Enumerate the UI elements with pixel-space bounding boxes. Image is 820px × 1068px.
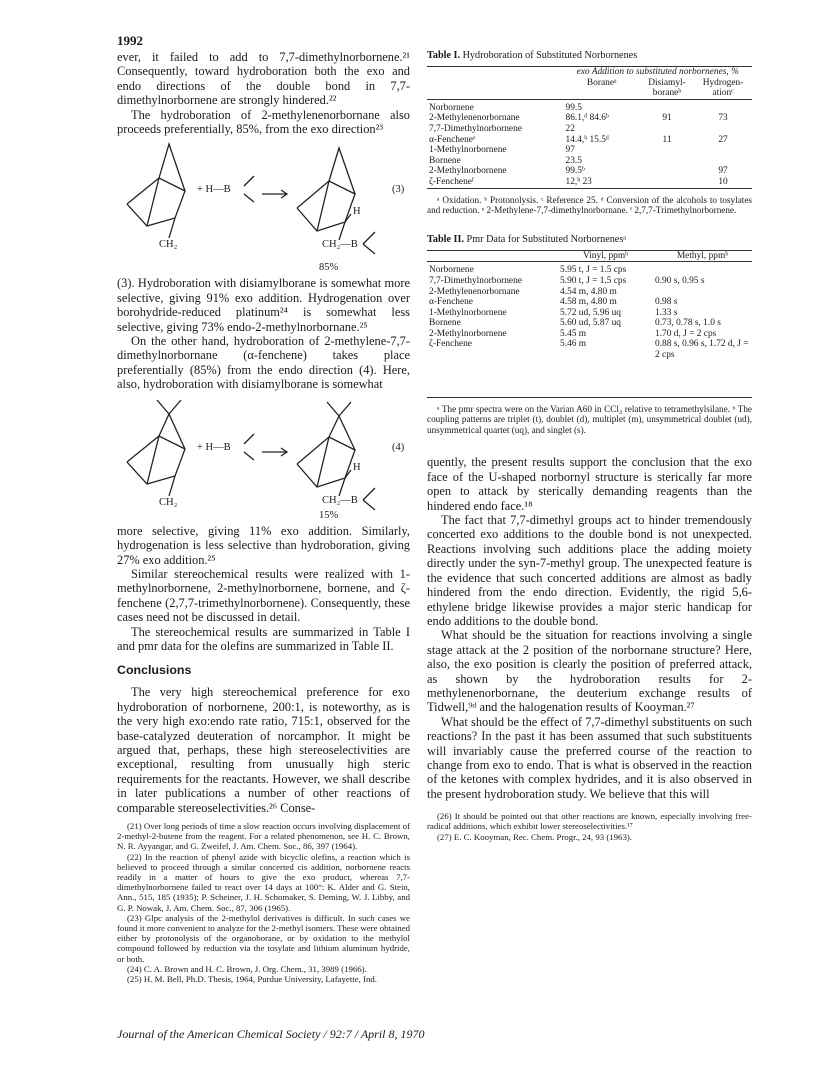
footnote-24: (24) C. A. Brown and H. C. Brown, J. Org. Chem., 31, 3989 (1966). — [127, 963, 367, 974]
table-1-group-header: exo Addition to substituted norbornenes, % — [576, 67, 739, 77]
table-1-cell-name: Bornene — [429, 155, 461, 166]
table-2-cell-name: 1-Methylnorbornene — [429, 307, 507, 318]
table-2-row — [427, 276, 752, 287]
table-2-row — [427, 265, 752, 276]
table-2-row — [427, 318, 752, 329]
table-1-cell-name: 2-Methylnorbornene — [429, 166, 507, 177]
table-1-row — [427, 156, 752, 167]
footnote-23: (23) Glpc analysis of the 2-methylol derivatives is difficult. In such cases we found it more convenient to analyze for the 2-methyl isomers. These were obtained either by protonolysis of the organoborane, or by oxidation to the methylol compound followed by reduction via the tosylate and lithium aluminum hydride, or both. — [117, 912, 410, 964]
left-paragraph-2: The hydroboration of 2-methylenenorbornane also proceeds preferentially, 85%, from the exo direction²³ — [117, 107, 410, 137]
table-2-cell-vinyl: 5.60 ud, 5.87 uq — [560, 318, 621, 329]
table-1-cell-hydrogen — [694, 156, 752, 167]
right-paragraph-4: What should be the effect of 7,7-dimethyl substituents on such reactions? In the past it has been assumed that such substituents will invariably cause the preferred course of the reaction to change from exo to endo. That is what is observed in the reaction of the ketones with complex hydrides, and it is also observed in the present hydroboration study. We believe that this will — [427, 714, 752, 801]
table-1-cell-name: 7,7-Dimethylnorbornene — [429, 123, 522, 134]
table-1-row — [427, 103, 752, 114]
left-footnotes — [117, 821, 410, 984]
table-2-cell-methyl: 0.73, 0.78 s, 1.0 s — [655, 318, 721, 329]
left-paragraph-3: (3). Hydroboration with disiamylborane is somewhat more selective, giving 91% exo addition. Hydrogenation over borohydride-reduced platinum²⁴ is somewhat less selective, giving 73% endo-2-methylnorbornane.²⁵ — [117, 276, 410, 334]
scheme-3-reagent: + H—B — [197, 184, 231, 196]
table-2-col-vinyl: Vinyl, ppmᵇ — [582, 250, 629, 261]
right-paragraph-3: What should be the situation for reactions involving a single stage attack at the 2 position of the norbornane structure? Here, also, the exo position is clearly the position of preferred attack, as shown by the hydroboration results for 2-methylenenorbornane, the deuterium exchange results of Tidwell,⁹ᵈ and the halogenation results of Kooyman.²⁷ — [427, 628, 752, 715]
table-2-cell-methyl: 0.98 s — [655, 297, 678, 308]
scheme-4-reagent: + H—B — [197, 441, 231, 453]
table-1-cell-disiamyl — [640, 145, 694, 156]
table-2-cell-name: 2-Methylenenorbornane — [429, 286, 520, 297]
table-2-cell-name: α-Fenchene — [429, 297, 473, 308]
table-2-cell-vinyl: 4.54 m, 4.80 m — [560, 286, 617, 297]
table-1-cell-name: Norbornene — [429, 102, 474, 113]
table-1-cell-disiamyl — [640, 156, 694, 167]
table-2-cell-vinyl: 4.58 m, 4.80 m — [560, 297, 617, 308]
table-2-row — [427, 329, 752, 340]
table-2-cell-vinyl: 5.95 t, J = 1.5 cps — [560, 265, 627, 276]
left-paragraph-4: On the other hand, hydroboration of 2-methylene-7,7-dimethylnorbornane (α-fenchene) takes place preferentially (85%) from the endo direction (4). Here, also, hydroboration with disiamylborane is somewhat — [117, 334, 410, 392]
footnote-26: (26) It should be pointed out that other reactions are known, especially involving free-radical additions, which exhibit lower stereoselectivities.¹⁷ — [427, 811, 752, 832]
left-paragraph-8: The very high stereochemical preference for exo hydroboration of norbornene, 200:1, is noteworthy, as is the very high exo:endo rate ratio, 715:1, observed for the base-catalyzed deuteration of norcamphor. It might be argued that, perhaps, these high stereoselectivities are exceptional, resulting from unusually high steric requirements for the reactants. However, we shall describe in later publications a number of other reactions of comparable stereoselectivities.²⁶ Conse- — [117, 685, 410, 815]
footnote-27: (27) E. C. Kooyman, Rec. Chem. Progr., 24, 93 (1963). — [437, 831, 632, 842]
table-1-row — [427, 145, 752, 156]
table-1-col-hydrogen: Hydrogen-ationᶜ — [702, 77, 744, 99]
scheme-4-percent: 15% — [319, 509, 339, 521]
table-2-body — [427, 265, 752, 360]
table-2-cell-methyl — [653, 265, 752, 276]
table-2-cell-name: Bornene — [429, 318, 461, 329]
table-1-cell-hydrogen: 73 — [718, 113, 728, 124]
scheme-4-product-label: CH₂—B — [322, 494, 358, 506]
table-1-cell-borane: 22 — [565, 123, 575, 134]
table-1-row — [427, 113, 752, 124]
table-1-cell-hydrogen: 10 — [718, 176, 728, 187]
table-1-col-borane: Boraneᵃ — [586, 77, 617, 88]
footnote-22: (22) In the reaction of phenyl azide with bicyclic olefins, a reaction which is believed to proceed through a similar concerted cis addition, norbornene reacts readily in a matter of hours to give the exo product, whereas 7,7-dimethylnorbornene failed to react over 14 days at 100°: K. Alder and G. Stein, Ann., 515, 185 (1935); P. Scheiner, J. H. Schomaker, S. Deming, W. J. Libby, and G. P. Nowak, J. Am. Chem. Soc., 87, 306 (1965). — [117, 851, 410, 913]
scheme-3-h-label: H — [353, 206, 361, 218]
table-2-cell-name: 7,7-Dimethylnorbornene — [429, 275, 522, 286]
table-1-cell-borane: 86.1,ᵈ 84.6ᵇ — [565, 113, 609, 124]
table-2-cell-vinyl: 5.46 m — [560, 339, 587, 350]
table-1-cell-borane: 12,ᵇ 23 — [565, 176, 592, 187]
left-paragraph-6: Similar stereochemical results were realized with 1-methylnorbornene, 2-methylnorbornene, bornene, and ζ-fenchene (2,7,7-trimethylnorbornene). Consequently, these cases need not be discussed in detail. — [117, 566, 410, 625]
right-footnotes — [427, 811, 752, 842]
table-1-cell-disiamyl — [640, 166, 694, 177]
table-1-row — [427, 135, 752, 146]
table-2-cell-name: 2-Methylnorbornene — [429, 328, 507, 339]
table-1-label: Table I. — [427, 50, 461, 61]
table-1 — [427, 67, 752, 191]
reaction-scheme-4 — [117, 392, 410, 524]
table-1-title: Hydroboration of Substituted Norbornenes — [462, 50, 638, 61]
table-1-cell-disiamyl — [640, 177, 694, 188]
table-2-row — [427, 287, 752, 298]
table-2-cell-methyl: 0.90 s, 0.95 s — [655, 275, 705, 286]
table-2-footnote: ᵃ The pmr spectra were on the Varian A60 in CCl₄ relative to tetramethylsilane. ᵇ The coupling patterns are triplet (t), doublet (d), multiplet (m), unsymmetrical doublet (ud), unsymmetrical quartet (uq), and singlet (s). — [427, 403, 752, 435]
table-1-row — [427, 177, 752, 188]
table-1-cell-hydrogen: 97 — [718, 166, 728, 177]
scheme-3-product-label: CH₂—B — [322, 239, 358, 251]
table-2-cell-methyl: 1.33 s — [655, 307, 678, 318]
scheme-3-number: (3) — [392, 184, 405, 196]
table-2-cell-vinyl: 5.45 m — [560, 328, 587, 339]
scheme-3-structures — [117, 136, 410, 276]
table-1-cell-hydrogen — [694, 124, 752, 135]
table-2-cell-vinyl: 5.90 t, J = 1.5 cps — [560, 275, 627, 286]
table-1-cell-disiamyl — [640, 124, 694, 135]
table-1-cell-borane: 14.4,ᵇ 15.5ᵈ — [565, 134, 609, 145]
conclusions-heading: Conclusions — [117, 663, 192, 678]
table-2-cell-name: Norbornene — [429, 265, 474, 276]
table-1-cell-disiamyl: 91 — [662, 113, 672, 124]
journal-footer: Journal of the American Chemical Society / 92:7 / April 8, 1970 — [117, 1027, 425, 1041]
scheme-4-sm-label: CH₂ — [159, 496, 178, 508]
scheme-3-percent: 85% — [319, 262, 339, 274]
table-2-cell-vinyl: 5.72 ud, 5.96 uq — [560, 307, 621, 318]
scheme-3-sm-label: CH₂ — [159, 239, 178, 251]
table-2-caption — [427, 234, 752, 246]
table-1-cell-hydrogen — [694, 145, 752, 156]
table-1-cell-name: α-Fencheneᵉ — [429, 134, 476, 145]
table-2-cell-methyl: 1.70 d, J = 2 cps — [655, 328, 717, 339]
table-2-cell-name: ζ-Fenchene — [429, 339, 472, 350]
table-1-cell-borane: 99.5ᵇ — [565, 166, 585, 177]
table-2-cell-methyl: 0.88 s, 0.96 s, 1.72 d, J = 2 cps — [655, 339, 749, 361]
table-1-cell-borane: 23.5 — [565, 155, 582, 166]
left-column — [117, 50, 410, 984]
table-1-cell-borane: 99.5 — [565, 102, 582, 113]
table-1-row — [427, 166, 752, 177]
footnote-21: (21) Over long periods of time a slow reaction occurs involving displacement of 2-methyl-2-butene from the reagent. For a related phenomenon, see H. C. Brown, N. R. Ayyangar, and G. Zweifel, J. Am. Chem. Soc., 86, 397 (1964). — [117, 821, 410, 852]
table-1-col-disiamyl: Disiamyl-boraneᵇ — [648, 77, 686, 99]
table-2-label: Table II. — [427, 233, 464, 245]
page-number: 1992 — [117, 33, 143, 48]
scheme-4-number: (4) — [392, 441, 405, 453]
table-2 — [427, 251, 752, 400]
table-1-cell-name: 2-Methylenenorbornane — [429, 113, 520, 124]
table-1-body — [427, 103, 752, 188]
table-1-cell-hydrogen — [694, 103, 752, 114]
right-paragraph-2: The fact that 7,7-dimethyl groups act to hinder tremendously concerted exo additions to the double bond is not unexpected. Reactions involving such additions place the adding moiety directly under the syn-7-methyl group. The unexpected feature is the evidence that such concerted additions are almost as badly hindered from the endo direction. Evidently, the rigid 5,6-ethylene bridge likewise provides a major steric handicap for endo additions to the double bond. — [427, 513, 752, 628]
table-2-cell-methyl — [653, 287, 752, 298]
table-2-row — [427, 308, 752, 319]
reaction-scheme-3 — [117, 136, 410, 276]
table-1-cell-disiamyl — [640, 103, 694, 114]
table-2-title: Pmr Data for Substituted Norbornenesᵃ — [466, 233, 627, 245]
table-1-cell-name: ζ-Fencheneᶠ — [429, 176, 474, 187]
left-paragraph-7: The stereochemical results are summarized in Table I and pmr data for the olefins are summarized in Table II. — [117, 624, 410, 653]
table-1-cell-borane: 97 — [565, 145, 575, 156]
table-1-footnote: ᵃ Oxidation. ᵇ Protonolysis. ᶜ Reference 25. ᵈ Conversion of the alcohols to tosylates and reduction. ᵉ 2-Methylene-7,7-dimethylnorbornane. ᶠ 2,7,7-Trimethylnorbornene. — [427, 194, 752, 216]
right-column — [427, 50, 752, 842]
table-1-row — [427, 124, 752, 135]
table-2-col-methyl: Methyl, ppmᵇ — [676, 250, 729, 261]
table-1-caption — [427, 50, 752, 62]
table-1-cell-name: 1-Methylnorbornene — [429, 145, 507, 156]
table-1-cell-hydrogen: 27 — [718, 134, 728, 145]
table-2-row — [427, 297, 752, 308]
left-paragraph-1: ever, it failed to add to 7,7-dimethylnorbornene.²¹ Consequently, toward hydroboration both the exo and endo directions of the double bond in 7,7-dimethylnorbornene are strongly hindered.²² — [117, 50, 410, 108]
scheme-4-h-label: H — [353, 461, 361, 473]
footnote-25: (25) H. M. Bell, Ph.D. Thesis, 1964, Purdue University, Lafayette, Ind. — [127, 974, 377, 985]
table-1-cell-disiamyl: 11 — [662, 134, 672, 145]
table-2-row — [427, 339, 752, 360]
left-paragraph-5: more selective, giving 11% exo addition. Similarly, hydrogenation is less selective than hydroboration, giving 27% exo addition.²⁵ — [117, 523, 410, 567]
right-paragraph-1: quently, the present results support the conclusion that the exo face of the U-shaped norbornyl structure is sterically far more open to attack by sterically demanding reagents than the hindered endo face.¹⁸ — [427, 455, 752, 513]
